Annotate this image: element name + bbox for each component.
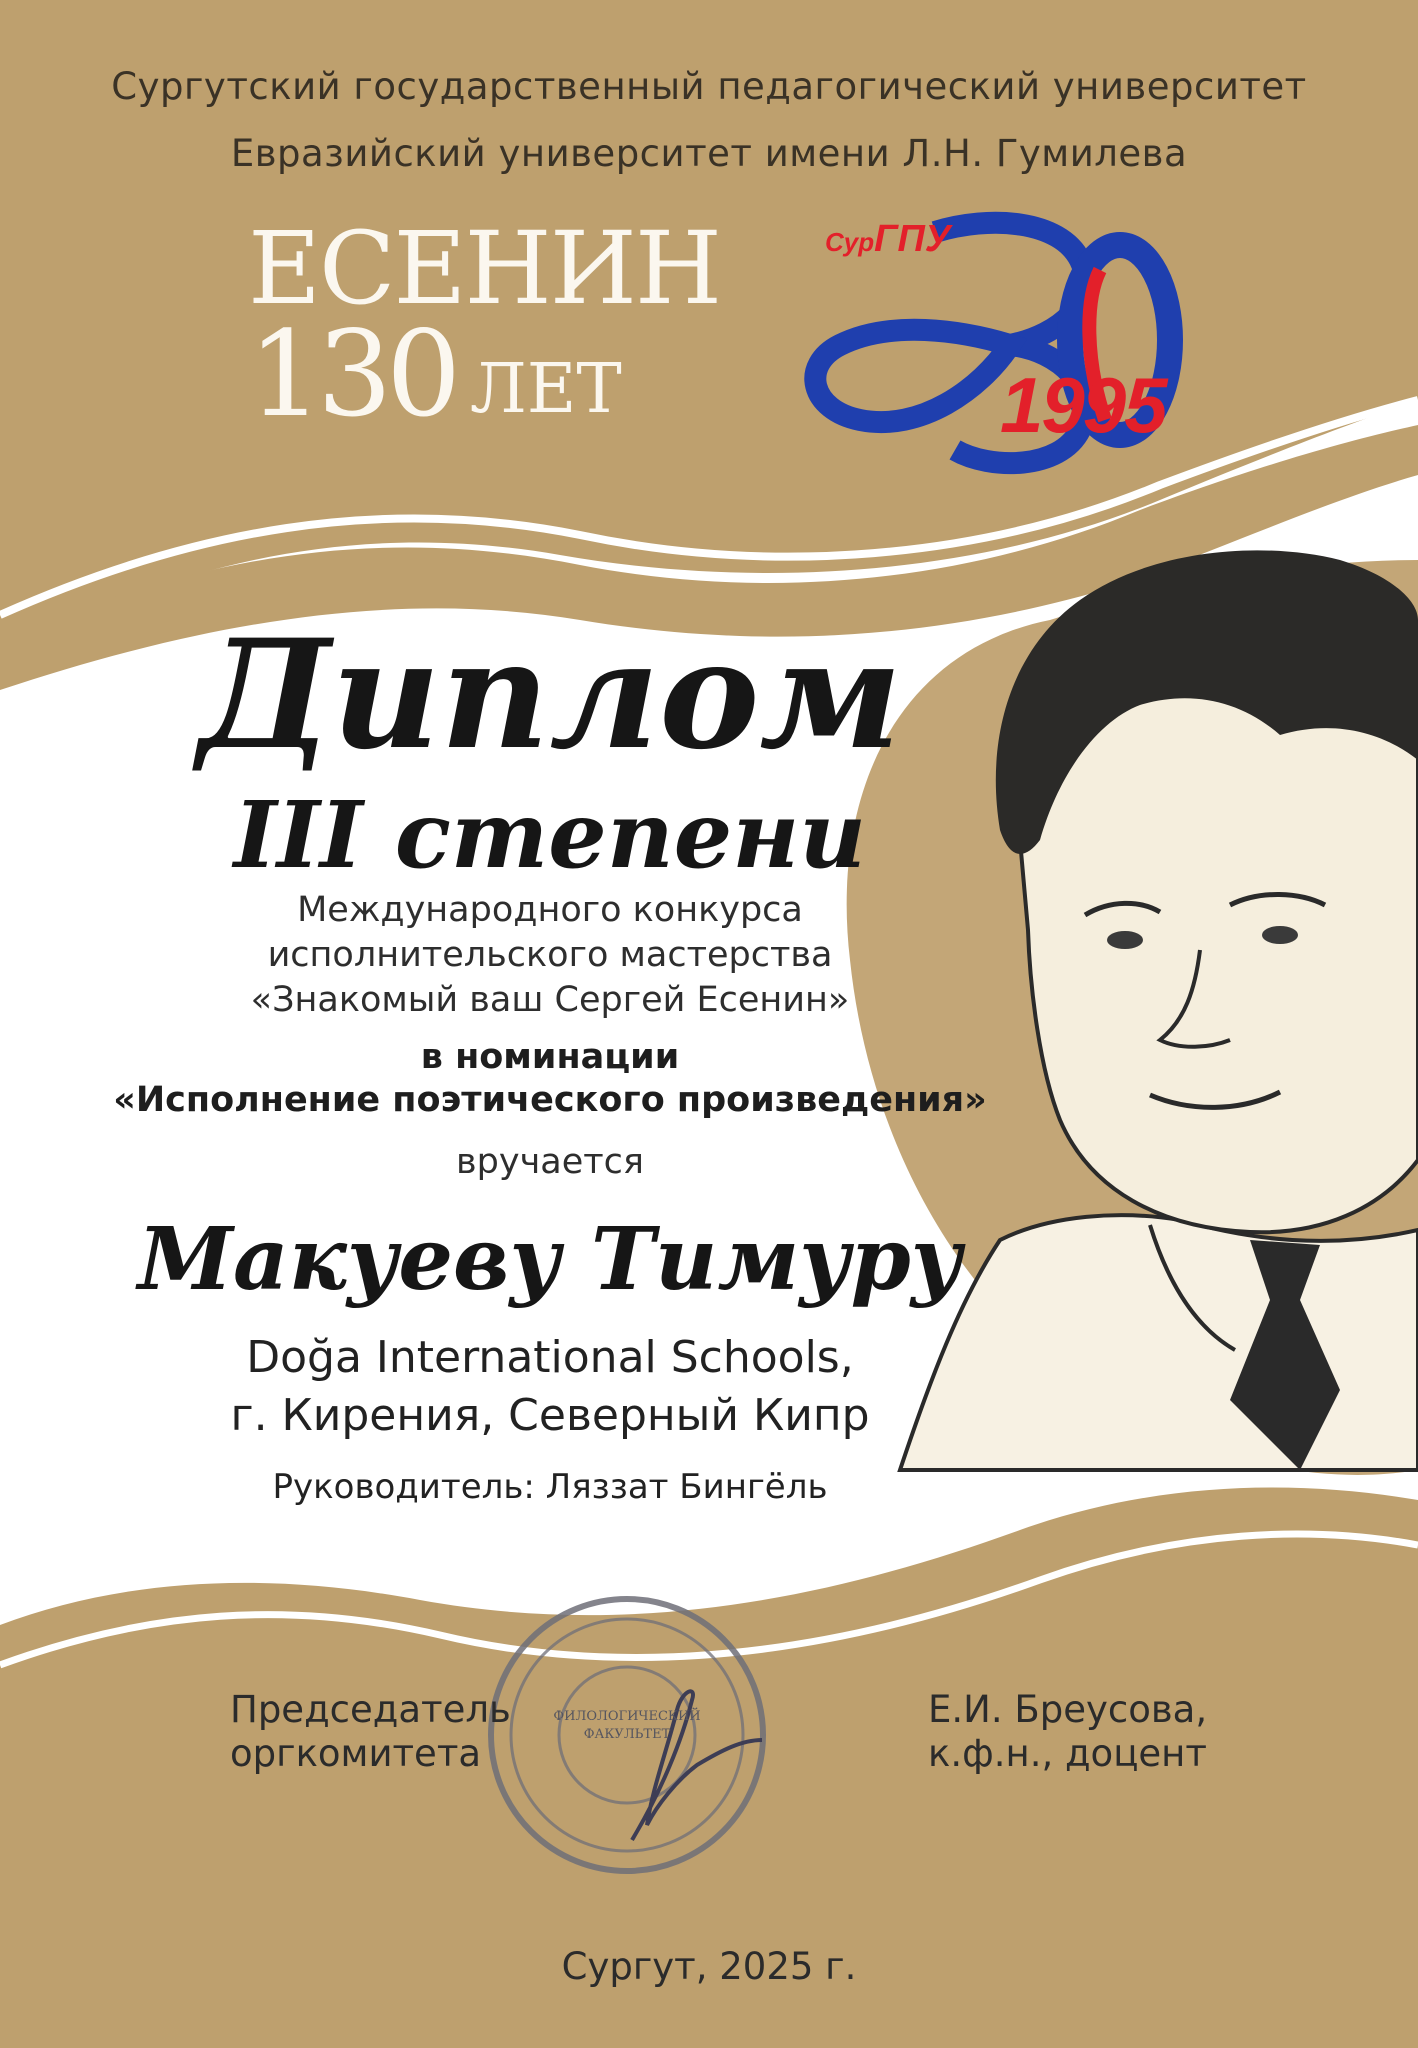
awarded-label: вручается — [456, 1142, 644, 1182]
nomination-title: «Исполнение поэтического произведения» — [113, 1080, 987, 1120]
stamp-center-text — [482, 1708, 772, 1744]
recipient-name: Макуеву Тимуру — [137, 1209, 963, 1310]
chair-name-line-2: к.ф.н., доцент — [928, 1732, 1207, 1775]
university-line-2: Евразийский университет имени Л.Н. Гумилева — [230, 132, 1188, 175]
chair-name — [928, 1688, 1207, 1776]
stamp-center-line-2: ФАКУЛЬТЕТ — [583, 1727, 671, 1742]
diploma-title: Диплом — [198, 607, 902, 783]
university-line-1: Сургутский государственный педагогический университет — [111, 65, 1307, 108]
school-line-2: г. Кирения, Северный Кипр — [230, 1390, 870, 1441]
chair-name-line-1: Е.И. Бреусова, — [928, 1688, 1208, 1731]
chair-role-line-2: оргкомитета — [230, 1732, 482, 1775]
surgpu-abbr-prefix: Сур — [825, 227, 875, 257]
contest-line-2: исполнительского мастерства — [267, 935, 833, 975]
surgpu-abbr-main: ГПУ — [874, 218, 951, 260]
official-stamp — [482, 1590, 772, 1880]
logo-esenin-suffix: ЛЕТ — [470, 350, 622, 429]
surgpu-abbr — [825, 218, 951, 261]
nomination-label: в номинации — [420, 1037, 680, 1077]
supervisor-line: Руководитель: Ляззат Бингёль — [272, 1467, 828, 1507]
place-date: Сургут, 2025 г. — [561, 1945, 857, 1988]
stamp-center-line-1: ФИЛОЛОГИЧЕСКИЙ — [553, 1709, 701, 1724]
contest-line-3: «Знакомый ваш Сергей Есенин» — [250, 980, 850, 1020]
logo-esenin-title: ЕСЕНИН — [248, 210, 721, 327]
school-line-1: Doğa International Schools, — [246, 1332, 854, 1383]
diploma-degree: III степени — [233, 781, 867, 889]
chair-role-line-1: Председатель — [230, 1688, 511, 1731]
contest-line-1: Международного конкурса — [297, 890, 803, 930]
chair-role — [230, 1688, 511, 1776]
surgpu-year: 1995 — [1000, 361, 1166, 449]
logo-esenin-number: 130 — [248, 305, 456, 443]
